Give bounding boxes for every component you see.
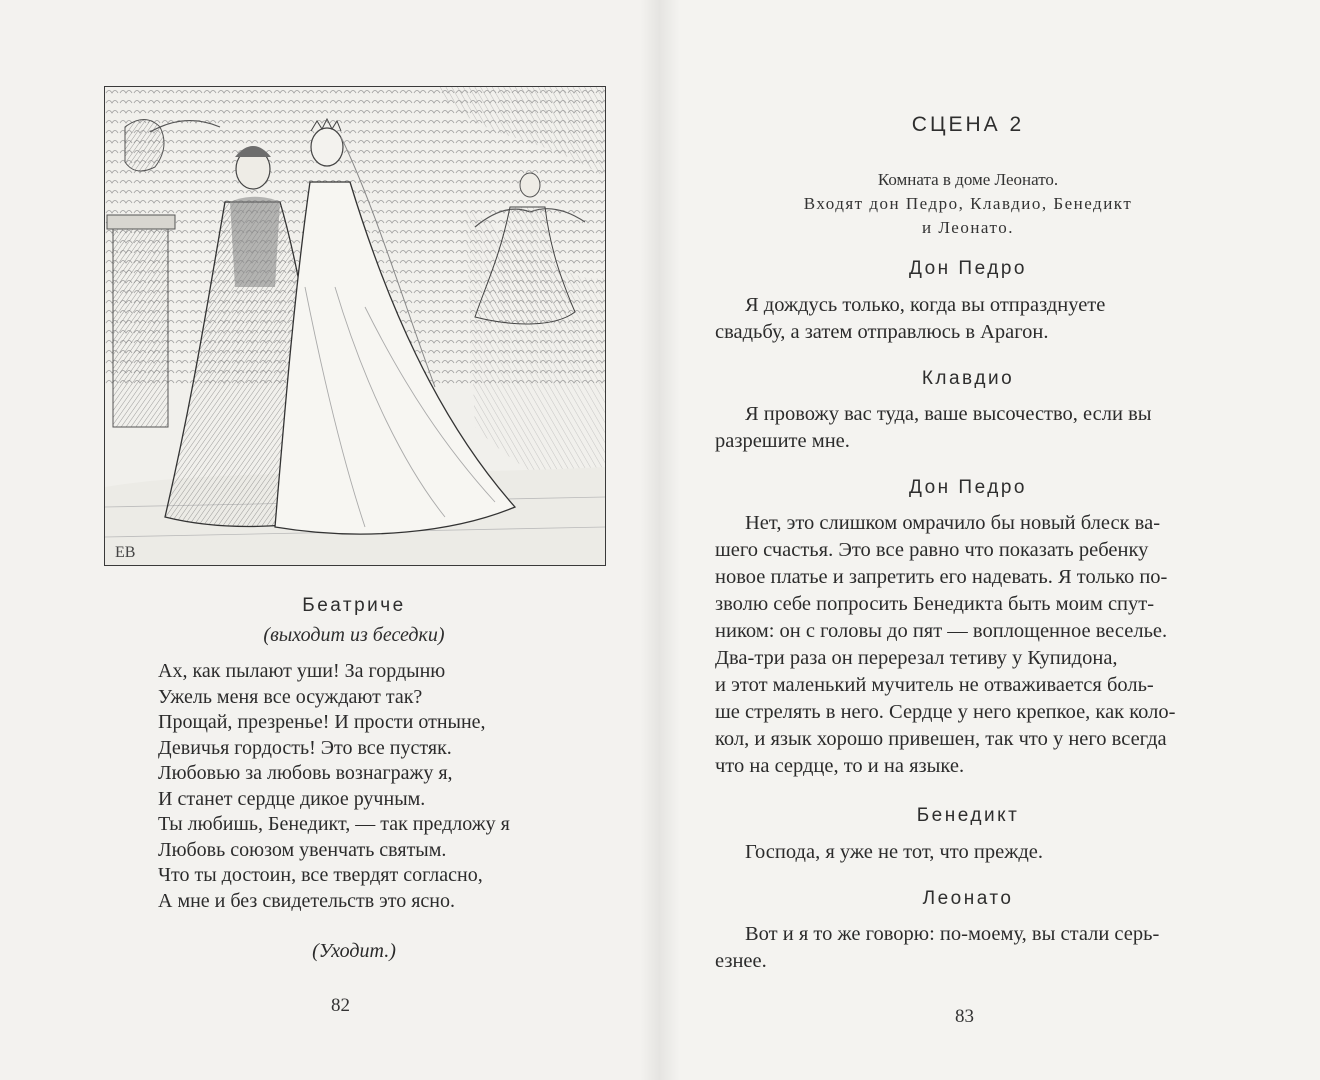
speaker-name: Беатриче bbox=[302, 595, 406, 616]
verse-line: Любовью за любовь вознагражу я, bbox=[158, 762, 453, 784]
speech-text bbox=[715, 839, 1221, 866]
engraving-drawing bbox=[105, 87, 605, 565]
speech-line: Я дождусь только, когда вы отпразднуете bbox=[745, 294, 1106, 316]
speaker-name: Дон Педро bbox=[909, 258, 1027, 279]
verse-block bbox=[158, 659, 510, 914]
speaker-name: Леонато bbox=[922, 888, 1014, 909]
book-gutter bbox=[640, 0, 680, 1080]
speaker-name: Дон Педро bbox=[909, 477, 1027, 498]
speaker-name: Клавдио bbox=[921, 368, 1015, 389]
scene-direction-line: и Леонато. bbox=[922, 218, 1014, 237]
monogram-text: EB bbox=[115, 544, 136, 561]
verse-line: Ужель меня все осуждают так? bbox=[158, 685, 423, 708]
speech-line: зволю себе попросить Бенедикта быть моим спут- bbox=[715, 593, 1155, 615]
speech-line: и этот маленький мучитель не отваживается боль- bbox=[715, 674, 1154, 696]
verse-line: Девичья гордость! Это все пустяк. bbox=[158, 736, 452, 759]
speech-line: ником: он с головы до пят — воплощенное веселье. bbox=[715, 620, 1168, 642]
speech-line: Я провожу вас туда, ваше высочество, если вы bbox=[745, 403, 1152, 425]
speech-text bbox=[715, 510, 1221, 780]
speech-line: что на сердце, то и на языке. bbox=[715, 755, 965, 777]
speech-line: свадьбу, а затем отправлюсь в Арагон. bbox=[715, 321, 1049, 343]
verse-line: Прощай, презренье! И прости отныне, bbox=[158, 711, 486, 733]
verse-line: Любовь союзом увенчать святым. bbox=[158, 838, 447, 861]
speech-line: Два-три раза он перерезал тетиву у Купидона, bbox=[715, 647, 1118, 669]
verse-line: Ах, как пылают уши! За гордыню bbox=[158, 660, 446, 682]
speech-text bbox=[715, 292, 1221, 346]
verse-line: И станет сердце дикое ручным. bbox=[158, 787, 426, 810]
scene-direction-line: Комната в доме Леонато. bbox=[877, 170, 1059, 189]
verse-line: Ты любишь, Бенедикт, — так предложу я bbox=[158, 813, 510, 835]
speech-line: новое платье и запретить его надевать. Я только по- bbox=[715, 566, 1168, 588]
speech-text bbox=[715, 401, 1221, 455]
speaker-name: Бенедикт bbox=[916, 805, 1020, 826]
speech-line: кол, и язык хорошо привешен, так что у него всегда bbox=[715, 728, 1167, 750]
speech-text bbox=[715, 921, 1221, 975]
verse-line: А мне и без свидетельств это ясно. bbox=[158, 889, 456, 912]
page-number-right: 83 bbox=[955, 1006, 974, 1027]
page-number-left: 82 bbox=[331, 995, 350, 1016]
exit-direction: (Уходит.) bbox=[312, 940, 396, 962]
engraving-illustration bbox=[104, 86, 606, 566]
speech-line: ше стрелять в него. Сердце у него крепкое, как коло- bbox=[715, 701, 1176, 723]
speech-line: Господа, я уже не тот, что прежде. bbox=[745, 841, 1044, 863]
verse-line: Что ты достоин, все твердят согласно, bbox=[158, 864, 483, 886]
speech-line: езнее. bbox=[715, 950, 767, 972]
speech-line: разрешите мне. bbox=[715, 430, 850, 452]
speech-line: шего счастья. Это все равно что показать ребенку bbox=[715, 539, 1149, 561]
scene-direction-line: Входят дон Педро, Клавдио, Бенедикт bbox=[803, 194, 1133, 213]
scene-direction bbox=[713, 168, 1223, 240]
speech-line: Нет, это слишком омрачило бы новый блеск ва- bbox=[745, 512, 1161, 534]
scene-title: СЦЕНА 2 bbox=[911, 113, 1025, 136]
stage-direction: (выходит из беседки) bbox=[263, 624, 445, 646]
speech-line: Вот и я то же говорю: по-моему, вы стали серь- bbox=[745, 923, 1160, 945]
